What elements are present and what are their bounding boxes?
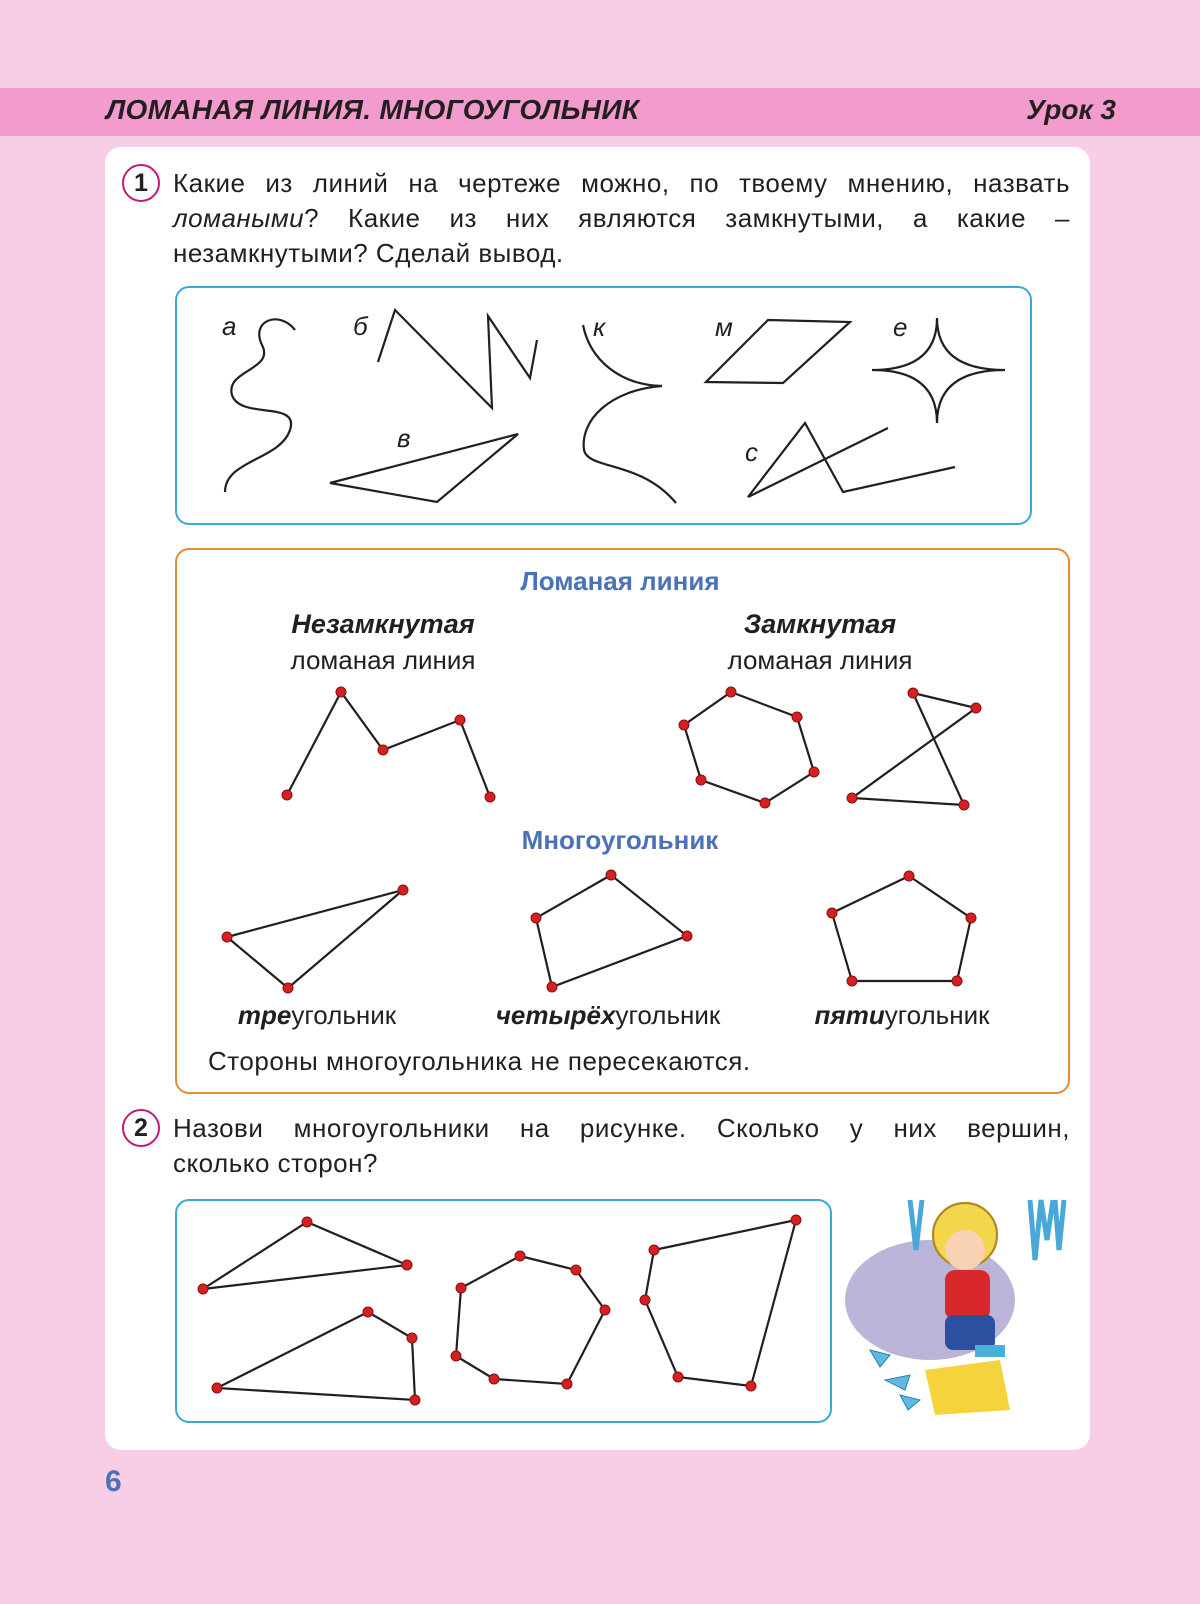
vertex-dot <box>966 913 976 923</box>
vertex-dot <box>682 931 692 941</box>
vertex-dot <box>649 1245 659 1255</box>
vertex-dot <box>407 1333 417 1343</box>
vertex-dot <box>562 1379 572 1389</box>
task1-line2-rest: ? Какие из них являются замкнутыми, а какие – <box>304 203 1070 233</box>
vertex-dot <box>904 871 914 881</box>
vertex-dot <box>302 1217 312 1227</box>
pentagon-label: пятиугольник <box>814 1000 990 1030</box>
task-number-1: 1 <box>122 164 160 202</box>
italic-term: ломаными <box>173 203 305 233</box>
polyline-s <box>748 423 955 497</box>
rule-note: Стороны многоугольника не пересекаются. <box>208 1046 751 1076</box>
polyline-b <box>378 310 537 408</box>
vertex-dot <box>547 982 557 992</box>
label-m: м <box>715 312 733 342</box>
label-v: в <box>397 423 411 453</box>
vertex-dot <box>959 800 969 810</box>
vertex-dot <box>809 767 819 777</box>
vertex-dot <box>696 775 706 785</box>
vertex-dot <box>760 798 770 808</box>
vertex-dot <box>222 932 232 942</box>
triangle-v <box>330 434 518 502</box>
task-number-2: 2 <box>122 1109 160 1147</box>
vertex-dot <box>378 745 388 755</box>
vertex-dot <box>451 1351 461 1361</box>
vertex-dot <box>398 885 408 895</box>
vertex-dot <box>402 1260 412 1270</box>
lesson-number: Урок 3 <box>1025 94 1116 125</box>
vertex-dot <box>726 687 736 697</box>
vertex-dot <box>606 870 616 880</box>
vertex-dot <box>198 1284 208 1294</box>
vertex-dot <box>791 1215 801 1225</box>
quadrilateral-label: четырёхугольник <box>495 1000 721 1030</box>
vertex-dot <box>827 908 837 918</box>
vertex-dot <box>746 1381 756 1391</box>
rule-title: Ломаная линия <box>520 566 720 596</box>
closed-label: Замкнутая <box>743 609 897 639</box>
closed-sub: ломаная линия <box>727 645 913 675</box>
task1-line1: Какие из линий на чертеже можно, по твоему мнению, назвать <box>173 168 1070 198</box>
label-b: б <box>353 311 368 341</box>
vertex-dot <box>489 1374 499 1384</box>
vertex-dot <box>908 688 918 698</box>
vertex-dot <box>455 715 465 725</box>
label-e: е <box>893 312 908 342</box>
vertex-dot <box>847 976 857 986</box>
open-label: Незамкнутая <box>291 609 475 639</box>
triangle-label: треугольник <box>237 1000 397 1030</box>
curve-a <box>225 319 295 492</box>
vertex-dot <box>456 1283 466 1293</box>
task2-line1: Назови многоугольники на рисунке. Сколько у них вершин, <box>173 1113 1070 1143</box>
vertex-dot <box>847 793 857 803</box>
vertex-dot <box>531 913 541 923</box>
girl-illustration <box>845 1200 1064 1415</box>
vertex-dot <box>363 1307 373 1317</box>
vertex-dot <box>283 983 293 993</box>
vertex-dot <box>336 687 346 697</box>
vertex-dot <box>515 1251 525 1261</box>
parallelogram-m <box>706 320 850 383</box>
label-a: а <box>222 311 237 341</box>
vertex-dot <box>952 976 962 986</box>
label-k: к <box>593 312 606 342</box>
vertex-dot <box>410 1395 420 1405</box>
label-s: с <box>745 437 758 467</box>
vertex-dot <box>282 790 292 800</box>
vertex-dot <box>485 792 495 802</box>
vertex-dot <box>971 703 981 713</box>
polygon-title: Многоугольник <box>521 825 719 855</box>
vertex-dot <box>640 1295 650 1305</box>
open-sub: ломаная линия <box>290 645 476 675</box>
vertex-dot <box>792 712 802 722</box>
vertex-dot <box>679 720 689 730</box>
vertex-dot <box>212 1383 222 1393</box>
star-e <box>872 318 1005 423</box>
vertex-dot <box>673 1372 683 1382</box>
curve-k <box>583 325 676 503</box>
lesson-title: ЛОМАНАЯ ЛИНИЯ. МНОГОУГОЛЬНИК <box>106 94 640 125</box>
vertex-dot <box>571 1265 581 1275</box>
task2-line2: сколько сторон? <box>173 1148 378 1178</box>
task1-line3: незамкнутыми? Сделай вывод. <box>173 238 564 268</box>
vertex-dot <box>600 1305 610 1315</box>
page-number: 6 <box>105 1465 122 1498</box>
